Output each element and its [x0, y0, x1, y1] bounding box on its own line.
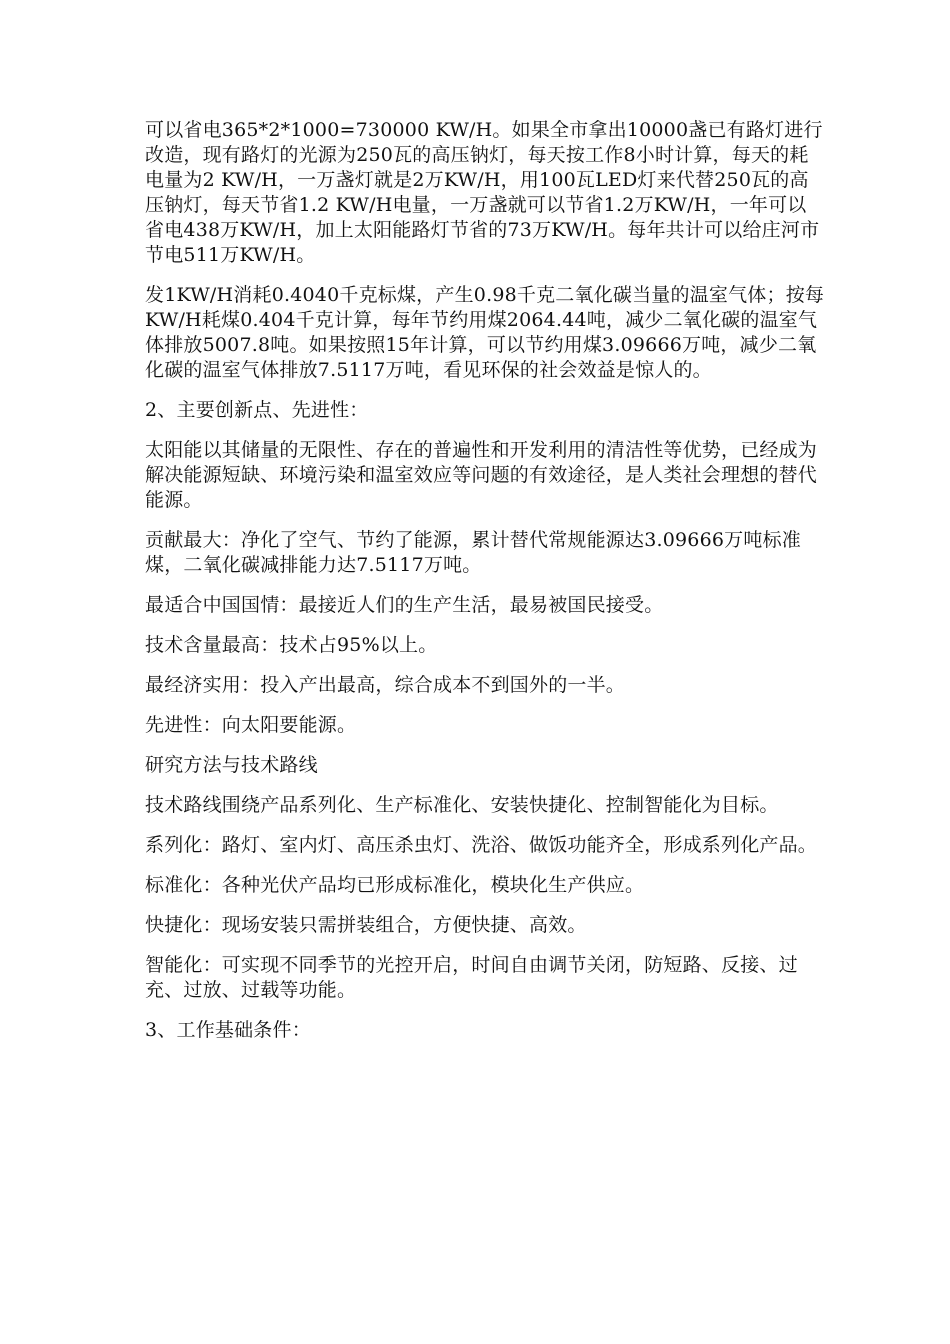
paragraph-serialization: 系列化：路灯、室内灯、高压杀虫灯、洗浴、做饭功能齐全，形成系列化产品。 [145, 834, 818, 856]
section-heading-methods: 研究方法与技术路线 [145, 754, 318, 776]
section-heading-innovation: 2、主要创新点、先进性： [145, 399, 369, 421]
paragraph-fast-installation: 快捷化：现场安装只需拼装组合，方便快捷、高效。 [145, 914, 587, 936]
paragraph-intelligence: 智能化：可实现不同季节的光控开启，时间自由调节关闭，防短路、反接、过充、过放、过载等功能。 [145, 954, 798, 1001]
paragraph-advancement: 先进性：向太阳要能源。 [145, 714, 357, 736]
paragraph-energy-savings: 可以省电365*2*1000=730000 KW/H。如果全市拿出10000盏已有路灯进行改造，现有路灯的光源为250瓦的高压钠灯，每天按工作8小时计算，每天的耗电量为2 KW/H，一万盏灯就是2万KW/H，用100瓦LED灯来代替250瓦的高压钠灯，每天节省1.2 KW/H电量，一万盏就可以节省1.2万KW/H，一年可以省电438万KW/H，加上太阳能路灯节省的73万KW/H。每年共计可以给庄河市节电511万KW/H。 [145, 119, 823, 266]
paragraph-technical-route: 技术路线围绕产品系列化、生产标准化、安装快捷化、控制智能化为目标。 [145, 794, 779, 816]
paragraph-solar-advantages: 太阳能以其储量的无限性、存在的普遍性和开发利用的清洁性等优势，已经成为解决能源短缺、环境污染和温室效应等问题的有效途径，是人类社会理想的替代能源。 [145, 439, 818, 511]
section-heading-work-basis: 3、工作基础条件： [145, 1019, 311, 1041]
paragraph-standardization: 标准化：各种光伏产品均已形成标准化，模块化生产供应。 [145, 874, 645, 896]
document-body [145, 118, 825, 1058]
paragraph-greatest-contribution: 贡献最大：净化了空气、节约了能源，累计替代常规能源达3.09666万吨标准煤，二氧化碳减排能力达7.5117万吨。 [145, 529, 801, 576]
paragraph-technical-content: 技术含量最高：技术占95%以上。 [145, 634, 438, 656]
paragraph-coal-emissions: 发1KW/H消耗0.4040千克标煤，产生0.98千克二氧化碳当量的温室气体；按每KW/H耗煤0.404千克计算，每年节约用煤2064.44吨，减少二氧化碳的温室气体排放5007.8吨。如果按照15年计算，可以节约用煤3.09666万吨，减少二氧化碳的温室气体排放7.5117万吨，看见环保的社会效益是惊人的。 [145, 284, 825, 381]
paragraph-economy: 最经济实用：投入产出最高，综合成本不到国外的一半。 [145, 674, 626, 696]
paragraph-china-fit: 最适合中国国情：最接近人们的生产生活，最易被国民接受。 [145, 594, 664, 616]
